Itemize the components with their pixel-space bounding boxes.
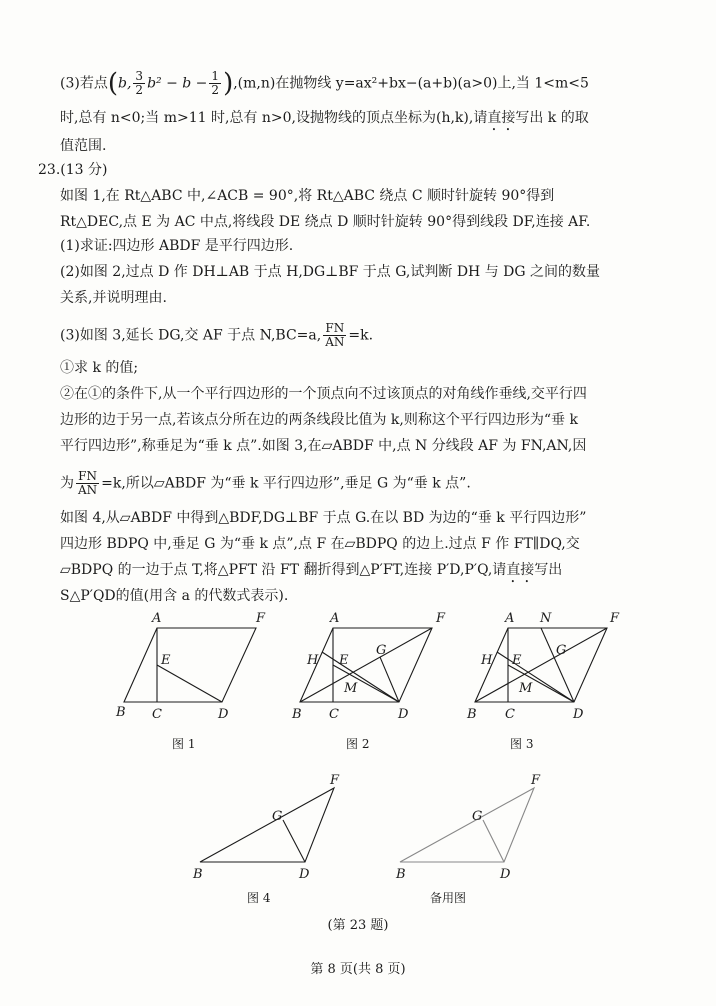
parallelogram-abdf-1 (124, 628, 256, 702)
label-b-2: B (292, 707, 302, 722)
figure-3 (475, 628, 607, 702)
diagonal-bf-3 (475, 628, 607, 702)
label-e-1: E (161, 653, 171, 668)
q23-sub2-d (60, 470, 471, 497)
segment-ed-3 (508, 665, 574, 702)
label-d-3: D (573, 707, 584, 722)
q23-sub1: ①求 k 的值; (60, 360, 139, 376)
page-number: 第 8 页(共 8 页) (310, 962, 406, 977)
q23-sub3-d: S△P′QD的值(用含 a 的代数式表示). (60, 588, 289, 604)
sub2d-prefix: 为 (60, 475, 74, 492)
q23-header: 23.(13 分) (38, 162, 108, 178)
q23-sub2-b: 边形的边于另一点,若该点分所在边的两条线段比值为 k,则称这个平行四边形为“垂 k (60, 412, 578, 428)
sub3c-end: 写出 (534, 562, 563, 578)
emphasis-direct: 直接 (487, 110, 516, 126)
label-g-3: G (556, 643, 567, 658)
segment-ed-1 (157, 665, 222, 702)
figure-4 (200, 788, 334, 862)
caption-fig-1: 图 1 (172, 737, 196, 751)
figure-2 (300, 628, 432, 702)
label-f-spare: F (531, 773, 541, 788)
triangle-bdf-4 (200, 788, 334, 862)
diagonal-bf-2 (300, 628, 432, 702)
label-e-3: E (512, 653, 522, 668)
frac-den: AN (325, 335, 345, 349)
label-c-3: C (505, 707, 515, 722)
q22-part3-line2 (60, 108, 589, 134)
label-a-3: A (505, 611, 515, 626)
label-g-spare: G (472, 809, 483, 824)
q23-part2-b: 关系,并说明理由. (60, 290, 167, 306)
q23-sub2-a: ②在①的条件下,从一个平行四边形的一个顶点向不过该顶点的对角线作垂线,交平行四 (60, 386, 587, 402)
segment-dg-4 (283, 820, 305, 862)
q22-part3-line1 (60, 70, 589, 97)
triangle-bdf-spare (400, 788, 534, 862)
figure-1 (124, 628, 256, 702)
label-f-4: F (330, 773, 340, 788)
label-f-2: F (436, 611, 446, 626)
sub3c-pre: ▱BDPQ 的一边于点 T,将△PFT 沿 FT 翻折得到△P′FT,连接 P′D,P′Q,请 (60, 562, 507, 578)
label-d-spare: D (500, 867, 511, 882)
point-mid: b² − b − (147, 75, 208, 92)
segment-dg-spare (483, 820, 504, 862)
label-c-2: C (329, 707, 339, 722)
q23-sub3-c (60, 560, 562, 586)
frac-num: 1 (211, 69, 220, 83)
figures-area (0, 600, 716, 930)
q23-intro-1: 如图 1,在 Rt△ABC 中,∠ACB = 90°,将 Rt△ABC 绕点 C 顺时针旋转 90°得到 (60, 188, 555, 204)
label-d-4: D (299, 867, 310, 882)
q23-sub2-c: 平行四边形”,称垂足为“垂 k 点”.如图 3,在▱ABDF 中,点 N 分线段 AF 为 FN,AN,因 (60, 438, 587, 454)
caption-fig-2: 图 2 (346, 737, 370, 751)
frac-num: FN (76, 470, 99, 484)
label-a-1: A (152, 611, 162, 626)
caption-fig-3: 图 3 (510, 737, 534, 751)
label-m-2: M (344, 681, 358, 696)
label-n-3: N (540, 611, 552, 626)
label-b-4: B (193, 867, 203, 882)
part3-suffix: =k. (348, 327, 374, 344)
part3-prefix: (3)如图 3,延长 DG,交 AF 于点 N,BC=a, (60, 327, 322, 344)
fraction-fn-an (323, 322, 346, 349)
q23-part2-a: (2)如图 2,过点 D 作 DH⊥AB 于点 H,DG⊥BF 于点 G,试判断 DH 与 DG 之间的数量 (60, 264, 601, 280)
q23-part3 (60, 322, 373, 349)
label-b-1: B (116, 705, 126, 720)
label-h-2: H (307, 653, 319, 668)
question-tag: (第 23 题) (327, 918, 389, 933)
sub2d-suffix: =k,所以▱ABDF 为“垂 k 平行四边形”,垂足 G 为“垂 k 点”. (101, 475, 471, 492)
frac-den: 2 (211, 83, 220, 97)
paren-close: ) (223, 68, 234, 99)
caption-fig-4: 图 4 (247, 891, 271, 905)
frac-den: AN (78, 483, 98, 497)
label-a-2: A (330, 611, 340, 626)
q23-intro-2: Rt△DEC,点 E 为 AC 中点,将线段 DE 绕点 D 顺时针旋转 90°得到线段 DF,连接 AF. (60, 214, 591, 230)
figure-spare (400, 788, 534, 862)
fraction-3-2 (133, 70, 145, 97)
q23-part1: (1)求证:四边形 ABDF 是平行四边形. (60, 238, 294, 254)
label-e-2: E (339, 653, 349, 668)
fraction-fn-an-2 (76, 470, 99, 497)
q23-sub3-a: 如图 4,从▱ABDF 中得到△BDF,DG⊥BF 于点 G.在以 BD 为边的“垂 k 平行四边形” (60, 510, 587, 526)
caption-spare: 备用图 (430, 891, 467, 905)
label-d-1: D (218, 707, 229, 722)
label-b-3: B (467, 707, 477, 722)
frac-num: 3 (135, 69, 144, 83)
q23-sub3-b: 四边形 BDPQ 中,垂足 G 为“垂 k 点”,点 F 在▱BDPQ 的边上.过点 F 作 FT∥DQ,交 (60, 536, 580, 552)
label-m-3: M (519, 681, 533, 696)
segment-ed-2 (333, 665, 399, 702)
label-f-3: F (610, 611, 620, 626)
q22-part3-prefix: (3)若点 (60, 75, 108, 92)
label-d-2: D (398, 707, 409, 722)
label-f-1: F (256, 611, 266, 626)
fraction-1-2 (209, 70, 221, 97)
label-g-4: G (272, 809, 283, 824)
frac-den: 2 (135, 83, 144, 97)
frac-num: FN (323, 322, 346, 336)
emphasis-direct-2: 直接 (506, 562, 535, 578)
paren-open: ( (107, 68, 118, 99)
q22-part3-line3: 值范围. (60, 138, 107, 154)
q22-line2-text: 时,总有 n<0;当 m>11 时,总有 n>0,设抛物线的顶点坐标为(h,k),请 (60, 110, 488, 126)
label-g-2: G (376, 643, 387, 658)
label-c-1: C (152, 707, 162, 722)
q22-line2-end: 写出 k 的取 (515, 110, 589, 126)
label-b-spare: B (396, 867, 406, 882)
q22-part3-rest: ,(m,n)在抛物线 y=ax²+bx−(a+b)(a>0)上,当 1<m<5 (233, 75, 589, 92)
point-b: b, (118, 75, 132, 92)
label-h-3: H (481, 653, 493, 668)
